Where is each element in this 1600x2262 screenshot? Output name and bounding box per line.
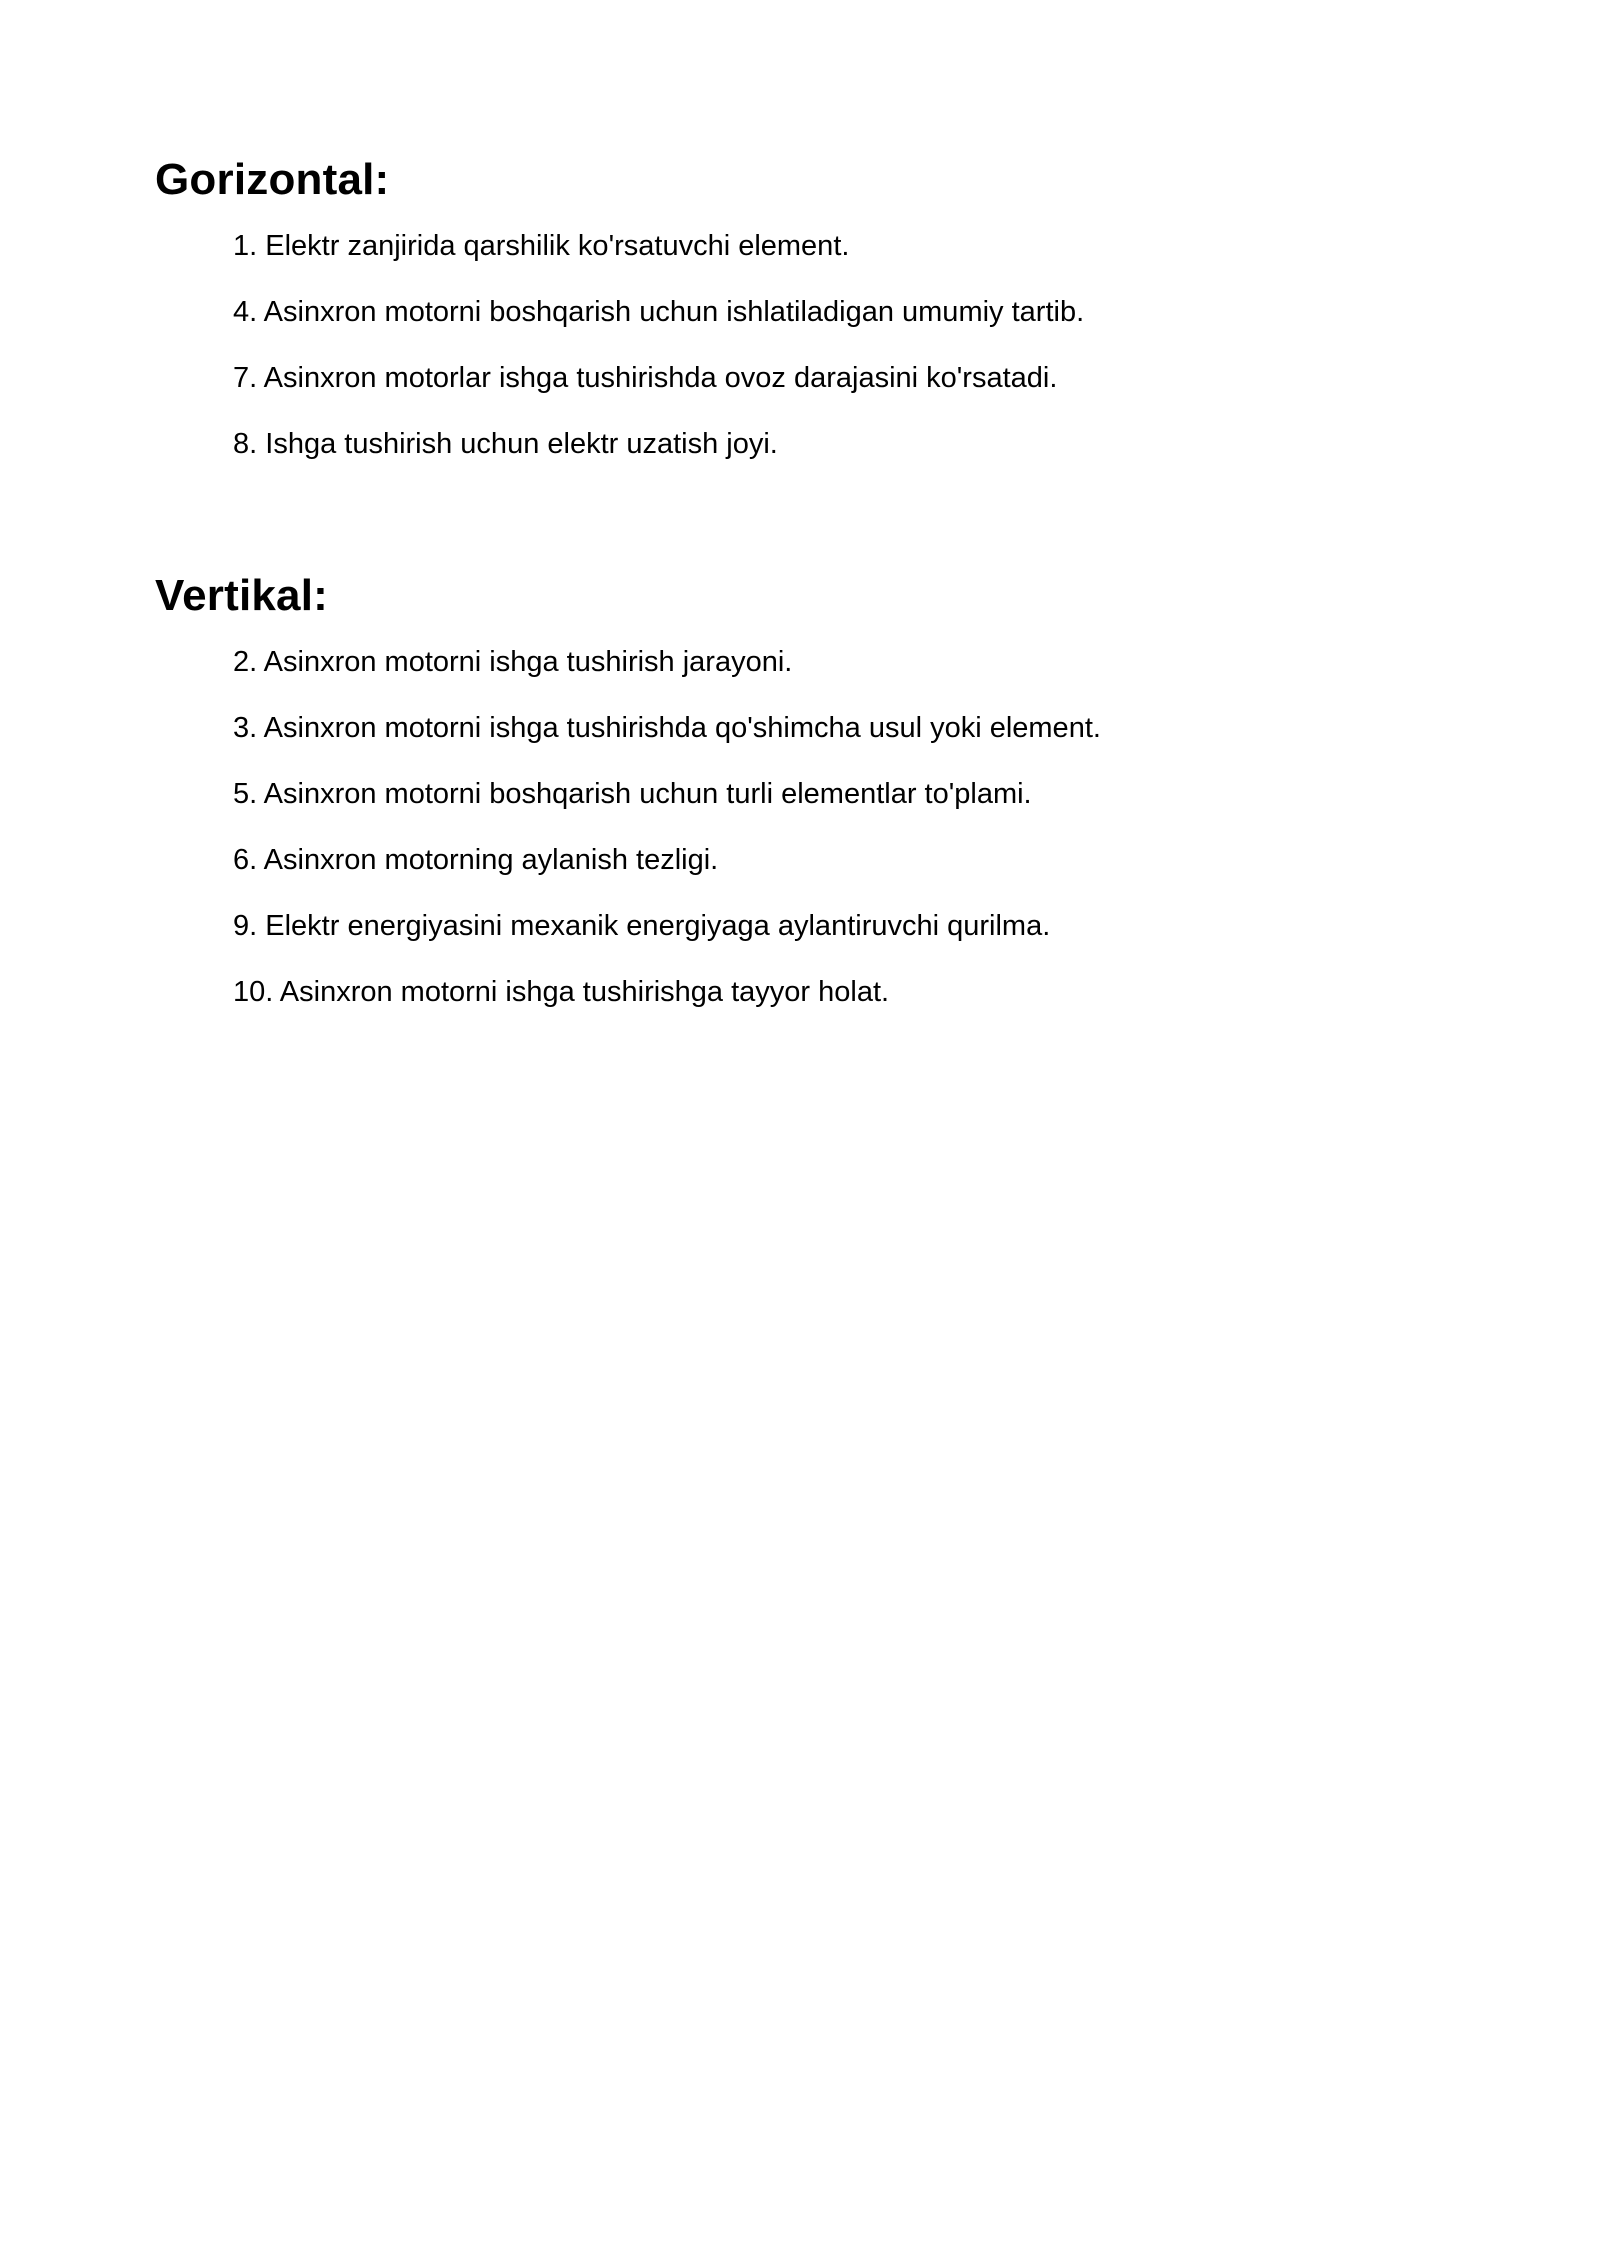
clue-item (233, 708, 1455, 748)
clue-text: Asinxron motorni ishga tushirishga tayyor holat. (279, 976, 890, 1008)
vertical-heading: Vertikal: (155, 571, 329, 620)
clue-number: 3 . (233, 712, 264, 744)
clue-text: Asinxron motorni boshqarish uchun ishlatiladigan umumiy tartib. (263, 296, 1085, 328)
clue-number: 9 . (233, 910, 265, 942)
horizontal-heading: Gorizontal: (155, 155, 390, 204)
clue-text: Asinxron motorlar ishga tushirishda ovoz darajasini ko'rsatadi. (263, 362, 1058, 394)
horizontal-clues-section (155, 152, 1455, 490)
clue-item (233, 906, 1455, 946)
clue-text: Asinxron motorning aylanish tezligi. (263, 844, 719, 876)
clue-text: Asinxron motorni ishga tushirish jarayoni. (263, 646, 793, 678)
clue-item (233, 972, 1455, 1012)
clue-item (233, 774, 1455, 814)
clue-text: Asinxron motorni ishga tushirishda qo'shimcha usul yoki element. (263, 712, 1101, 744)
clue-number: 4 . (233, 296, 264, 328)
clue-number: 7 . (233, 362, 264, 394)
clue-number: 8 . (233, 428, 265, 460)
clue-text: Asinxron motorni boshqarish uchun turli elementlar to'plami. (263, 778, 1032, 810)
vertical-clues-section (155, 568, 1455, 1038)
clue-number: 1 . (233, 230, 265, 262)
clue-number: 10 . (233, 976, 280, 1008)
clue-text: Elektr zanjirida qarshilik ko'rsatuvchi element. (265, 230, 850, 262)
clue-item (233, 642, 1455, 682)
clue-item (233, 840, 1455, 880)
clue-number: 6 . (233, 844, 264, 876)
clue-item (233, 358, 1455, 398)
clue-number: 2 . (233, 646, 264, 678)
clue-item (233, 292, 1455, 332)
horizontal-clue-list (233, 226, 1455, 464)
clue-text: Elektr energiyasini mexanik energiyaga aylantiruvchi qurilma. (265, 910, 1051, 942)
clue-number: 5 . (233, 778, 264, 810)
clue-item (233, 424, 1455, 464)
vertical-clue-list (233, 642, 1455, 1012)
clue-item (233, 226, 1455, 266)
clue-text: Ishga tushirish uchun elektr uzatish joyi. (265, 428, 778, 460)
